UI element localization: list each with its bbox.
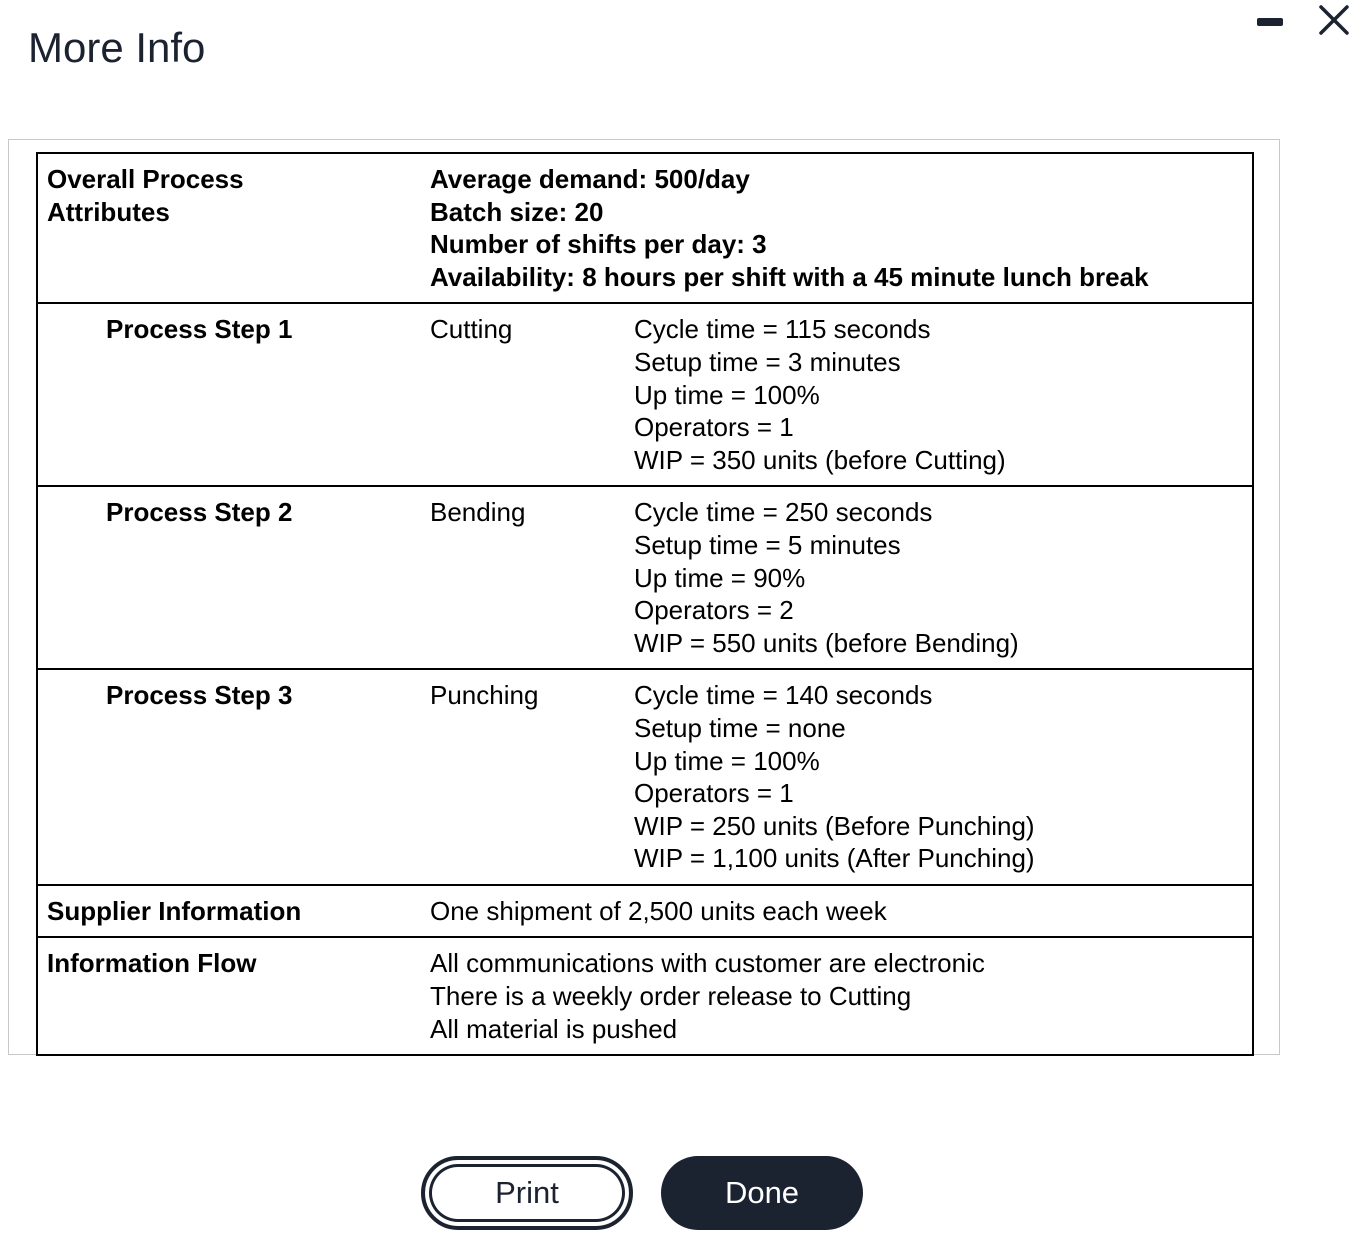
step-details: Cycle time = 140 seconds Setup time = none Up time = 100% Operators = 1 WIP = 250 units (Before Punching) WIP = 1,100 units (After Punching)	[634, 669, 1253, 885]
minimize-icon[interactable]	[1257, 18, 1283, 26]
step-name: Bending	[430, 486, 634, 669]
table-row-step-2	[37, 486, 1253, 669]
supplier-text: One shipment of 2,500 units each week	[430, 885, 1253, 938]
step-label: Process Step 3	[37, 669, 430, 885]
table-row-info-flow	[37, 937, 1253, 1055]
step-label: Process Step 1	[37, 303, 430, 486]
table-row-step-1	[37, 303, 1253, 486]
step-name: Punching	[430, 669, 634, 885]
done-button[interactable]: Done	[661, 1156, 863, 1230]
step-details: Cycle time = 250 seconds Setup time = 5 minutes Up time = 90% Operators = 2 WIP = 550 units (before Bending)	[634, 486, 1253, 669]
table-row-supplier	[37, 885, 1253, 938]
dialog-title: More Info	[28, 24, 206, 71]
step-name: Cutting	[430, 303, 634, 486]
close-icon[interactable]	[1316, 2, 1352, 38]
step-details: Cycle time = 115 seconds Setup time = 3 minutes Up time = 100% Operators = 1 WIP = 350 units (before Cutting)	[634, 303, 1253, 486]
print-button[interactable]: Print	[421, 1156, 633, 1230]
info-flow-label: Information Flow	[37, 937, 430, 1055]
process-info-table	[36, 152, 1254, 1056]
overall-values: Average demand: 500/day Batch size: 20 Number of shifts per day: 3 Availability: 8 hours per shift with a 45 minute lunch break	[430, 164, 1149, 292]
table-row-overall	[37, 153, 1253, 303]
table-row-step-3	[37, 669, 1253, 885]
info-flow-text: All communications with customer are electronic There is a weekly order release to Cutting All material is pushed	[430, 937, 1253, 1055]
overall-label: Overall Process Attributes	[47, 164, 244, 227]
step-label: Process Step 2	[37, 486, 430, 669]
supplier-label: Supplier Information	[37, 885, 430, 938]
